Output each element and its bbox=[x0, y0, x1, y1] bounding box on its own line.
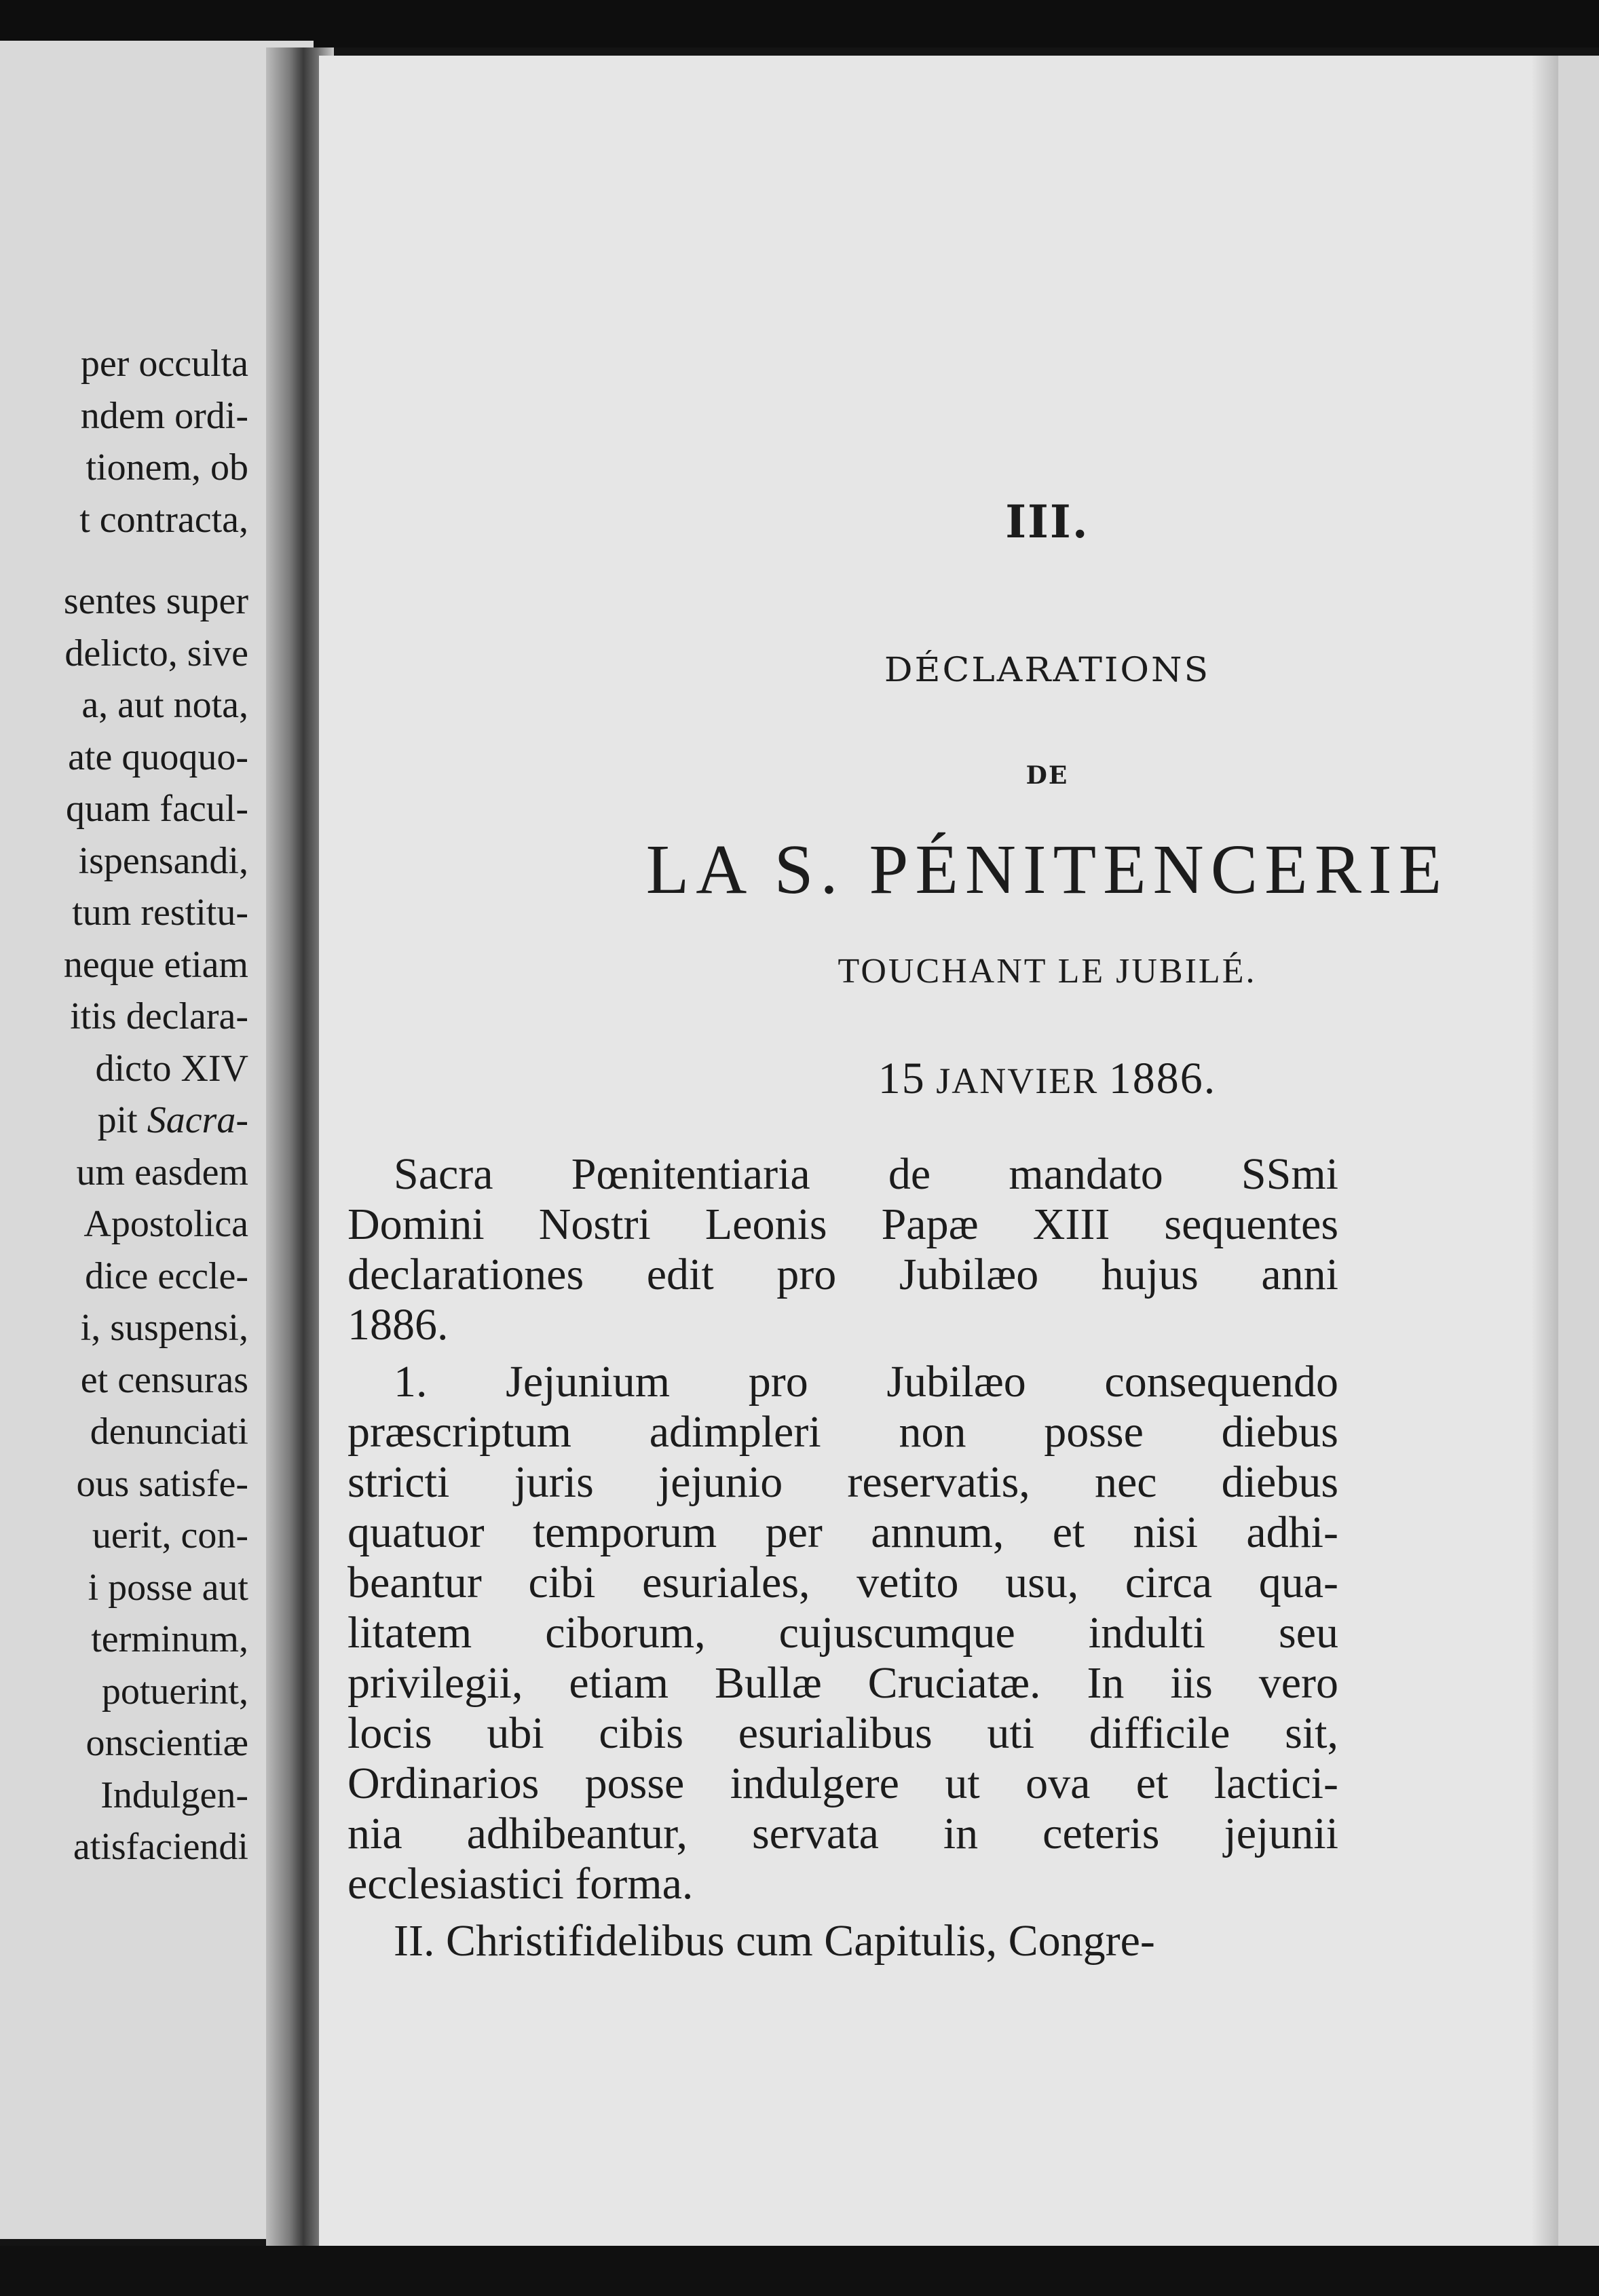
paragraph-line: declarationes edit pro Jubilæo hujus anni bbox=[347, 1250, 1338, 1299]
previous-page-line: sentes super bbox=[63, 580, 248, 622]
heading-de: DE bbox=[1026, 761, 1069, 790]
paragraph-line: Ordinarios posse indulgere ut ova et lactici- bbox=[347, 1759, 1338, 1808]
previous-page-line: denunciati bbox=[90, 1411, 248, 1453]
previous-page-line: ate quoquo- bbox=[68, 735, 248, 778]
date-day: 15 bbox=[878, 1054, 926, 1103]
heading-date bbox=[428, 1053, 1558, 1105]
previous-page-line: ous satisfe- bbox=[76, 1462, 248, 1505]
paragraph-line: Sacra Pœnitentiaria de mandato SSmi bbox=[394, 1149, 1338, 1199]
previous-page-line: Apostolica bbox=[83, 1203, 248, 1245]
paragraph-line: litatem ciborum, cujuscumque indulti seu bbox=[347, 1608, 1338, 1658]
heading-jubile: TOUCHANT LE JUBILÉ. bbox=[838, 952, 1257, 991]
paragraph-line: Domini Nostri Leonis Papæ XIII sequentes bbox=[347, 1200, 1338, 1249]
scan-border-bottom bbox=[0, 2246, 1599, 2296]
previous-page-line: onscientiæ bbox=[86, 1722, 248, 1764]
previous-page-line: atisfaciendi bbox=[73, 1826, 248, 1868]
previous-page-line: tionem, ob bbox=[86, 446, 248, 489]
date-year: 1886. bbox=[1108, 1054, 1217, 1103]
previous-page-line: Indulgen- bbox=[100, 1774, 248, 1816]
previous-page-line: i, suspensi, bbox=[80, 1307, 248, 1349]
previous-page-line: per occulta bbox=[80, 343, 248, 385]
previous-page-line: itis declara- bbox=[70, 995, 248, 1037]
previous-page-line: delicto, sive bbox=[64, 632, 248, 674]
section-number: III. bbox=[1005, 495, 1089, 548]
paragraph-line: stricti juris jejunio reservatis, nec diebus bbox=[347, 1457, 1338, 1507]
heading-penitencerie: LA S. PÉNITENCERIE bbox=[645, 830, 1449, 908]
previous-page-line: ndem ordi- bbox=[80, 394, 248, 437]
paragraph-line: quatuor temporum per annum, et nisi adhi- bbox=[347, 1508, 1338, 1557]
previous-page-line: tum restitu- bbox=[72, 892, 248, 934]
paragraph-line: 1886. bbox=[347, 1300, 449, 1350]
previous-page-line: neque etiam bbox=[63, 943, 248, 986]
previous-page-line: i posse aut bbox=[88, 1566, 248, 1609]
previous-page-line: et censuras bbox=[80, 1358, 248, 1401]
heading-declarations: DÉCLARATIONS bbox=[884, 651, 1211, 690]
paragraph-line: ecclesiastici forma. bbox=[347, 1859, 694, 1909]
page-edge-shadow bbox=[1531, 56, 1558, 2249]
paragraph-line: beantur cibi esuriales, vetito usu, circa qua- bbox=[347, 1558, 1338, 1607]
previous-page-line: quam facul- bbox=[66, 788, 248, 830]
paragraph-line: 1. Jejunium pro Jubilæo consequendo bbox=[394, 1357, 1338, 1407]
previous-page-line: dicto XIV bbox=[95, 1047, 248, 1090]
paragraph-line: nia adhibeantur, servata in ceteris jejunii bbox=[347, 1809, 1338, 1858]
previous-page-line: dice eccle- bbox=[85, 1255, 248, 1297]
paragraph-line: privilegii, etiam Bullæ Cruciatæ. In iis vero bbox=[347, 1658, 1338, 1708]
paragraph-line: II. Christifidelibus cum Capitulis, Congre- bbox=[394, 1916, 1155, 1966]
previous-page-line: t contracta, bbox=[79, 498, 248, 541]
previous-page-line: ispensandi, bbox=[78, 839, 248, 882]
previous-page-line: a, aut nota, bbox=[81, 684, 248, 726]
page-margin-right bbox=[1558, 56, 1599, 2249]
paragraph-line: locis ubi cibis esurialibus uti difficile sit, bbox=[347, 1708, 1338, 1758]
current-page bbox=[319, 56, 1558, 2249]
paragraph-line: præscriptum adimpleri non posse diebus bbox=[347, 1407, 1338, 1457]
previous-page-line: potuerint, bbox=[101, 1670, 248, 1713]
previous-page-line: uerit, con- bbox=[92, 1514, 248, 1556]
previous-page-line: pit Sacra- bbox=[97, 1099, 248, 1141]
date-month: JANVIER bbox=[936, 1060, 1099, 1101]
previous-page-line: terminum, bbox=[91, 1618, 248, 1660]
previous-page-line: um easdem bbox=[76, 1151, 248, 1193]
